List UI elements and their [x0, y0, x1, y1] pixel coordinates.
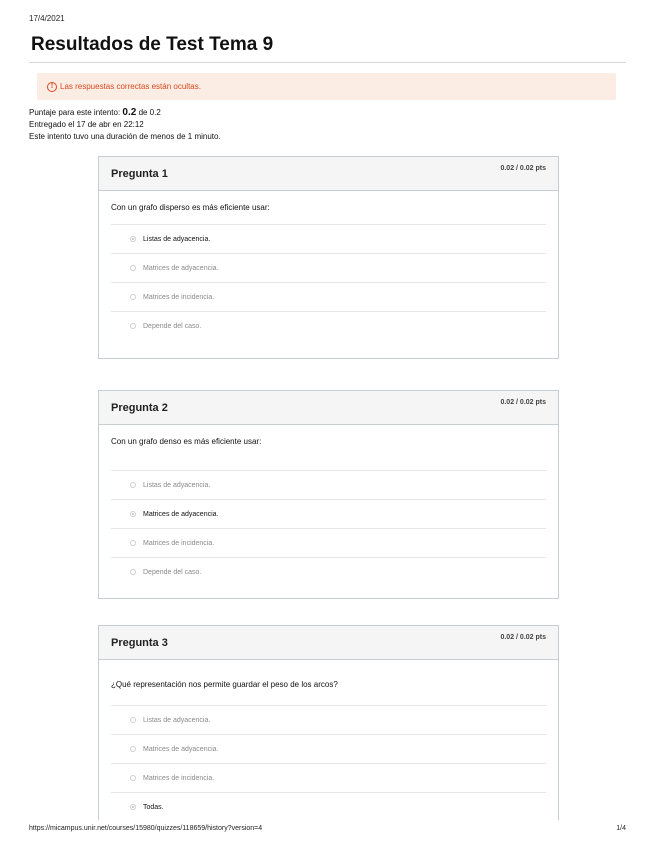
answer-label: Matrices de adyacencia.	[143, 264, 219, 272]
score-line	[29, 107, 221, 119]
answer-label: Listas de adyacencia.	[143, 481, 211, 489]
score-value: 0.2	[122, 107, 137, 118]
notice-text: Las respuestas correctas están ocultas.	[60, 82, 201, 91]
page-title: Resultados de Test Tema 9	[31, 34, 274, 55]
answer-option[interactable]	[111, 282, 546, 311]
question-points: 0.02 / 0.02 pts	[500, 634, 546, 641]
radio-icon[interactable]	[130, 775, 136, 781]
radio-icon[interactable]	[130, 569, 136, 575]
answer-label: Matrices de incidencia.	[143, 774, 215, 782]
radio-icon[interactable]	[130, 323, 136, 329]
duration-line: Este intento tuvo una duración de menos de 1 minuto.	[29, 132, 221, 141]
answer-options	[111, 705, 546, 821]
score-label: Puntaje para este intento:	[29, 108, 121, 117]
answer-label: Depende del caso.	[143, 568, 202, 576]
hidden-answers-notice	[37, 73, 616, 100]
answer-option[interactable]	[111, 224, 546, 253]
attempt-summary	[29, 107, 221, 143]
answer-option[interactable]	[111, 528, 546, 557]
answer-label: Matrices de adyacencia.	[143, 510, 219, 518]
submitted-line: Entregado el 17 de abr en 22:12	[29, 120, 144, 129]
answer-option[interactable]	[111, 557, 546, 586]
answer-label: Listas de adyacencia.	[143, 235, 211, 243]
question-header	[99, 626, 558, 660]
answer-label: Depende del caso.	[143, 322, 202, 330]
answer-option[interactable]	[111, 253, 546, 282]
question-text: Con un grafo disperso es más eficiente usar:	[111, 203, 270, 212]
question-title: Pregunta 2	[111, 402, 168, 414]
question-points: 0.02 / 0.02 pts	[500, 165, 546, 172]
question-title: Pregunta 3	[111, 637, 168, 649]
radio-icon[interactable]	[130, 265, 136, 271]
score-of: de 0.2	[138, 108, 161, 117]
footer-url: https://micampus.unir.net/courses/15980/quizzes/118659/history?version=4	[29, 825, 263, 832]
radio-icon[interactable]	[130, 482, 136, 488]
radio-icon[interactable]	[130, 717, 136, 723]
answer-option[interactable]	[111, 705, 546, 734]
answer-option[interactable]	[111, 311, 546, 340]
radio-icon[interactable]	[130, 746, 136, 752]
answer-label: Listas de adyacencia.	[143, 716, 211, 724]
question-card-3	[98, 625, 559, 820]
answer-options	[111, 470, 546, 586]
radio-icon[interactable]	[130, 540, 136, 546]
warning-icon: !	[47, 82, 57, 92]
question-points: 0.02 / 0.02 pts	[500, 399, 546, 406]
print-date: 17/4/2021	[29, 14, 65, 23]
question-title: Pregunta 1	[111, 168, 168, 180]
radio-icon[interactable]	[130, 294, 136, 300]
title-divider	[29, 62, 626, 63]
question-header	[99, 157, 558, 191]
answer-option[interactable]	[111, 792, 546, 821]
answer-options	[111, 224, 546, 340]
question-card-1	[98, 156, 559, 359]
question-text: Con un grafo denso es más eficiente usar:	[111, 437, 262, 446]
question-text: ¿Qué representación nos permite guardar el peso de los arcos?	[111, 680, 338, 689]
radio-selected-icon[interactable]	[130, 236, 136, 242]
answer-option[interactable]	[111, 470, 546, 499]
answer-label: Matrices de incidencia.	[143, 293, 215, 301]
radio-selected-icon[interactable]	[130, 804, 136, 810]
footer-page-number: 1/4	[616, 825, 626, 832]
radio-selected-icon[interactable]	[130, 511, 136, 517]
answer-label: Todas.	[143, 803, 164, 811]
answer-label: Matrices de incidencia.	[143, 539, 215, 547]
question-header	[99, 391, 558, 425]
answer-option[interactable]	[111, 734, 546, 763]
question-card-2	[98, 390, 559, 599]
answer-option[interactable]	[111, 763, 546, 792]
answer-label: Matrices de adyacencia.	[143, 745, 219, 753]
answer-option[interactable]	[111, 499, 546, 528]
